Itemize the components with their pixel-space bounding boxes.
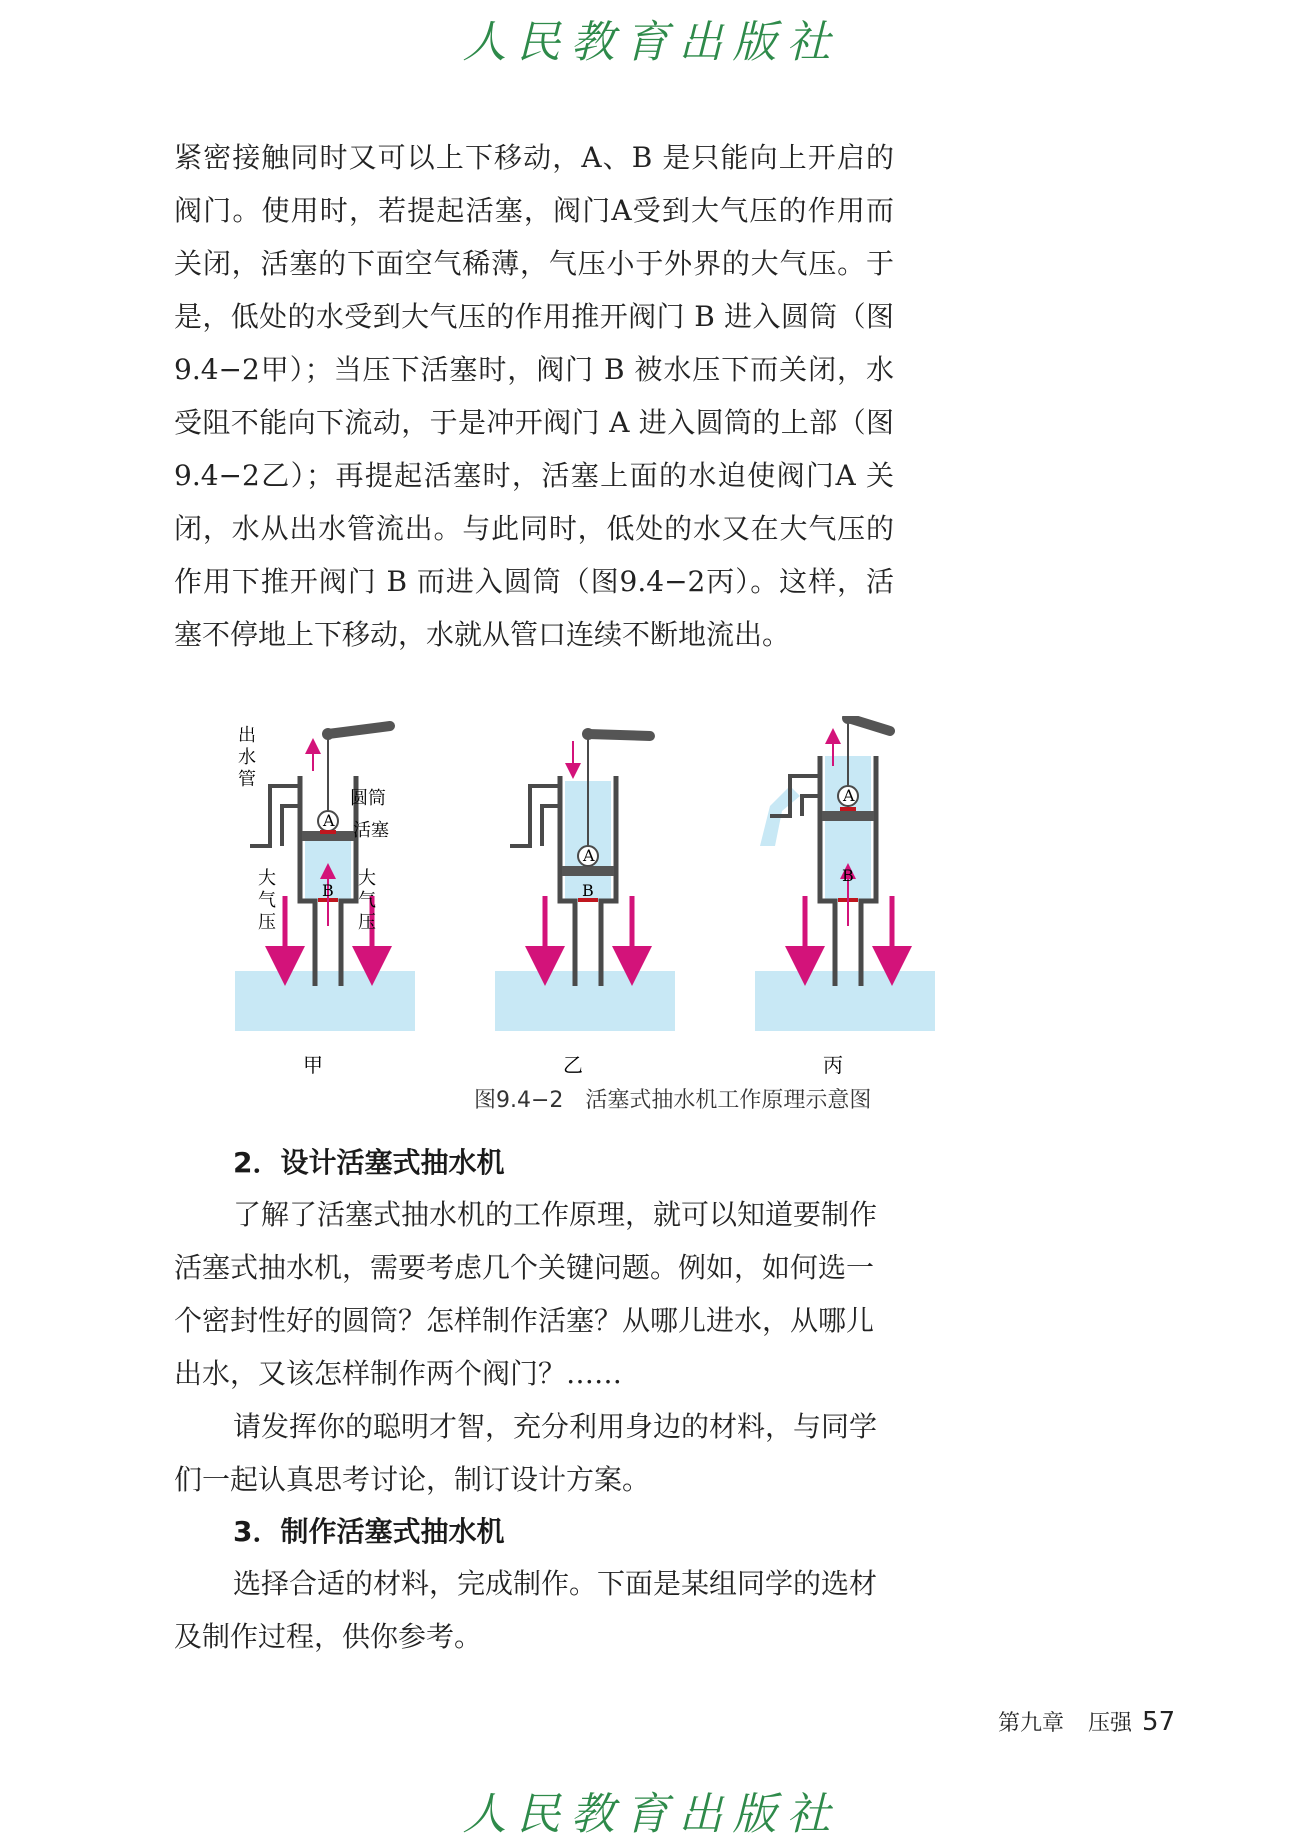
water-pool bbox=[235, 971, 415, 1031]
section-2-paragraph-1: 了解了活塞式抽水机的工作原理，就可以知道要制作活塞式抽水机，需要考虑几个关键问题。例如，如何选一个密封性好的圆筒？怎样制作活塞？从哪儿进水，从哪儿出水，又该怎样制作两个阀门？…… bbox=[174, 1198, 878, 1390]
panel-bing bbox=[755, 716, 935, 1076]
handle bbox=[588, 734, 650, 736]
section-3-paragraph-1: 选择合适的材料，完成制作。下面是某组同学的选材及制作过程，供你参考。 bbox=[174, 1567, 878, 1653]
label-outlet-3: 管 bbox=[238, 769, 256, 790]
handle bbox=[848, 718, 890, 731]
intro-paragraph: 紧密接触同时又可以上下移动，A、B 是只能向上开启的阀门。使用时，若提起活塞，阀门A受到大气压的作用而关闭，活塞的下面空气稀薄，气压小于外界的大气压。于是，低处的水受到大气压的作用推开阀门 B 进入圆筒（图9.4−2甲）；当压下活塞时，阀门 B 被水压下而关闭，水受阻不能向下流动，于是冲开阀门 A 进入圆筒的上部（图9.4−2乙）；再提起活塞时，活塞上面的水迫使阀门A 关闭，水从出水管流出。与此同时，低处的水又在大气压的作用下推开阀门 B 而进入圆筒（图9.4−2丙）。这样，活塞不停地上下移动，水就从管口连续不断地流出。 bbox=[174, 141, 894, 651]
section-3-heading: 3．制作活塞式抽水机 bbox=[233, 1515, 505, 1548]
piston bbox=[562, 866, 614, 876]
section-2-heading: 2．设计活塞式抽水机 bbox=[233, 1146, 505, 1179]
panel-label-bing: 丙 bbox=[823, 1053, 843, 1076]
panel-jia bbox=[235, 725, 415, 1076]
water-pool bbox=[495, 971, 675, 1031]
outlet-pipe bbox=[250, 786, 300, 846]
panel-yi bbox=[495, 728, 675, 1076]
figure-caption: 图9.4−2 活塞式抽水机工作原理示意图 bbox=[474, 1088, 872, 1113]
label-valve-b: B bbox=[582, 881, 594, 900]
label-atm-left-1: 大 bbox=[258, 868, 276, 889]
label-valve-a: A bbox=[843, 786, 855, 805]
panel-label-yi: 乙 bbox=[563, 1053, 583, 1076]
footer-title: 压强 bbox=[1088, 1711, 1133, 1736]
label-cylinder: 圆筒 bbox=[350, 788, 386, 809]
footer-chapter: 第九章 bbox=[998, 1711, 1065, 1736]
publisher-header: 人民教育出版社 bbox=[462, 17, 841, 68]
label-atm-right-1: 大 bbox=[358, 868, 376, 889]
outlet-pipe bbox=[510, 786, 560, 846]
label-valve-b: B bbox=[842, 866, 854, 885]
piston bbox=[822, 811, 874, 821]
water-pool bbox=[755, 971, 935, 1031]
publisher-footer: 人民教育出版社 bbox=[462, 1789, 841, 1840]
valve-a-seal bbox=[320, 830, 336, 834]
page-number: 57 bbox=[1142, 1707, 1176, 1737]
valve-a-seal bbox=[840, 807, 856, 811]
label-atm-left-2: 气 bbox=[258, 890, 276, 911]
label-valve-a: A bbox=[323, 811, 335, 830]
pump-figure bbox=[230, 716, 1080, 1076]
label-outlet-2: 水 bbox=[238, 747, 256, 768]
label-piston: 活塞 bbox=[353, 820, 389, 841]
page-footer bbox=[998, 1706, 1175, 1737]
label-valve-b: B bbox=[322, 881, 334, 900]
label-outlet-1: 出 bbox=[238, 725, 256, 746]
panel-label-jia: 甲 bbox=[303, 1053, 323, 1076]
label-atm-right-3: 压 bbox=[358, 912, 376, 933]
section-2-paragraph-2: 请发挥你的聪明才智，充分利用身边的材料，与同学们一起认真思考讨论，制订设计方案。 bbox=[174, 1410, 878, 1496]
handle bbox=[328, 726, 390, 734]
label-atm-left-3: 压 bbox=[258, 912, 276, 933]
label-atm-right-2: 气 bbox=[358, 890, 376, 911]
label-valve-a: A bbox=[583, 846, 595, 865]
